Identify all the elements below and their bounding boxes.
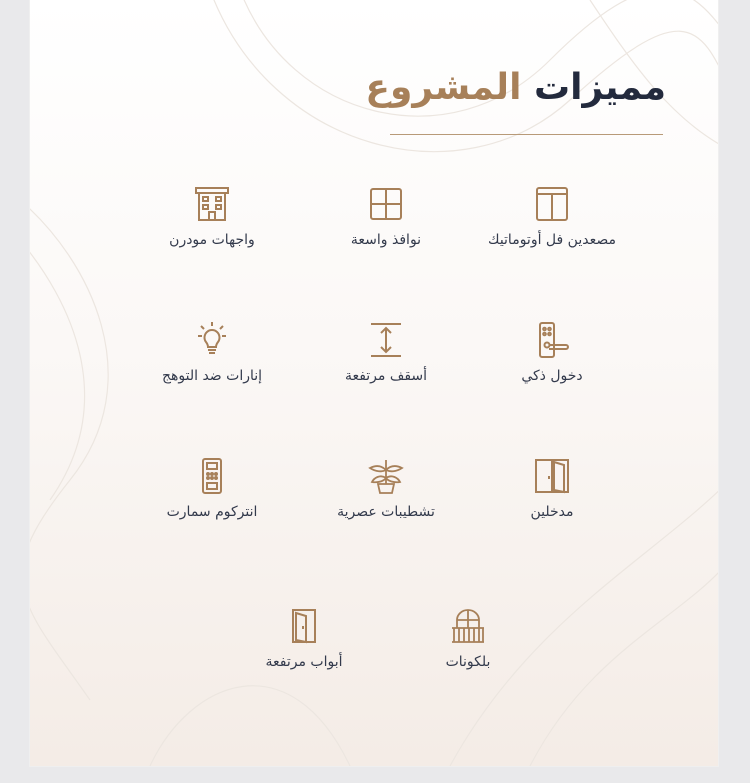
title-word-features: مميزات (533, 67, 666, 108)
title-word-project: المشروع (365, 67, 522, 108)
feature-label: مصعدين فل أوتوماتيك (488, 232, 616, 248)
feature-balconies (378, 606, 558, 670)
light-bulb-icon (192, 320, 232, 360)
feature-label: تشطيبات عصرية (337, 504, 435, 520)
double-door-icon (532, 456, 572, 496)
feature-smart-entry (462, 320, 642, 384)
window-icon (366, 184, 406, 224)
feature-elevators (462, 184, 642, 248)
feature-smart-intercom (122, 456, 302, 520)
feature-high-doors (214, 606, 394, 670)
elevator-icon (532, 184, 572, 224)
feature-label: دخول ذكي (521, 368, 583, 384)
building-icon (192, 184, 232, 224)
feature-label: انتركوم سمارت (166, 504, 258, 520)
title-divider (390, 134, 663, 135)
feature-label: واجهات مودرن (169, 232, 255, 248)
feature-label: أبواب مرتفعة (265, 654, 343, 670)
ceiling-height-icon (366, 320, 406, 360)
feature-anti-glare-lighting (122, 320, 302, 384)
feature-windows (296, 184, 476, 248)
door-icon (284, 606, 324, 646)
balcony-icon (448, 606, 488, 646)
plant-icon (366, 456, 406, 496)
feature-two-entrances (462, 456, 642, 520)
feature-label: بلكونات (445, 654, 491, 670)
feature-label: مدخلين (530, 504, 574, 520)
feature-label: أسقف مرتفعة (344, 368, 428, 384)
intercom-icon (192, 456, 232, 496)
feature-label: نوافذ واسعة (350, 232, 422, 248)
feature-modern-finishes (296, 456, 476, 520)
features-card (30, 0, 718, 766)
page-title (365, 58, 666, 118)
smart-lock-icon (532, 320, 572, 360)
feature-high-ceilings (296, 320, 476, 384)
feature-facades (122, 184, 302, 248)
feature-label: إنارات ضد التوهج (161, 368, 263, 384)
